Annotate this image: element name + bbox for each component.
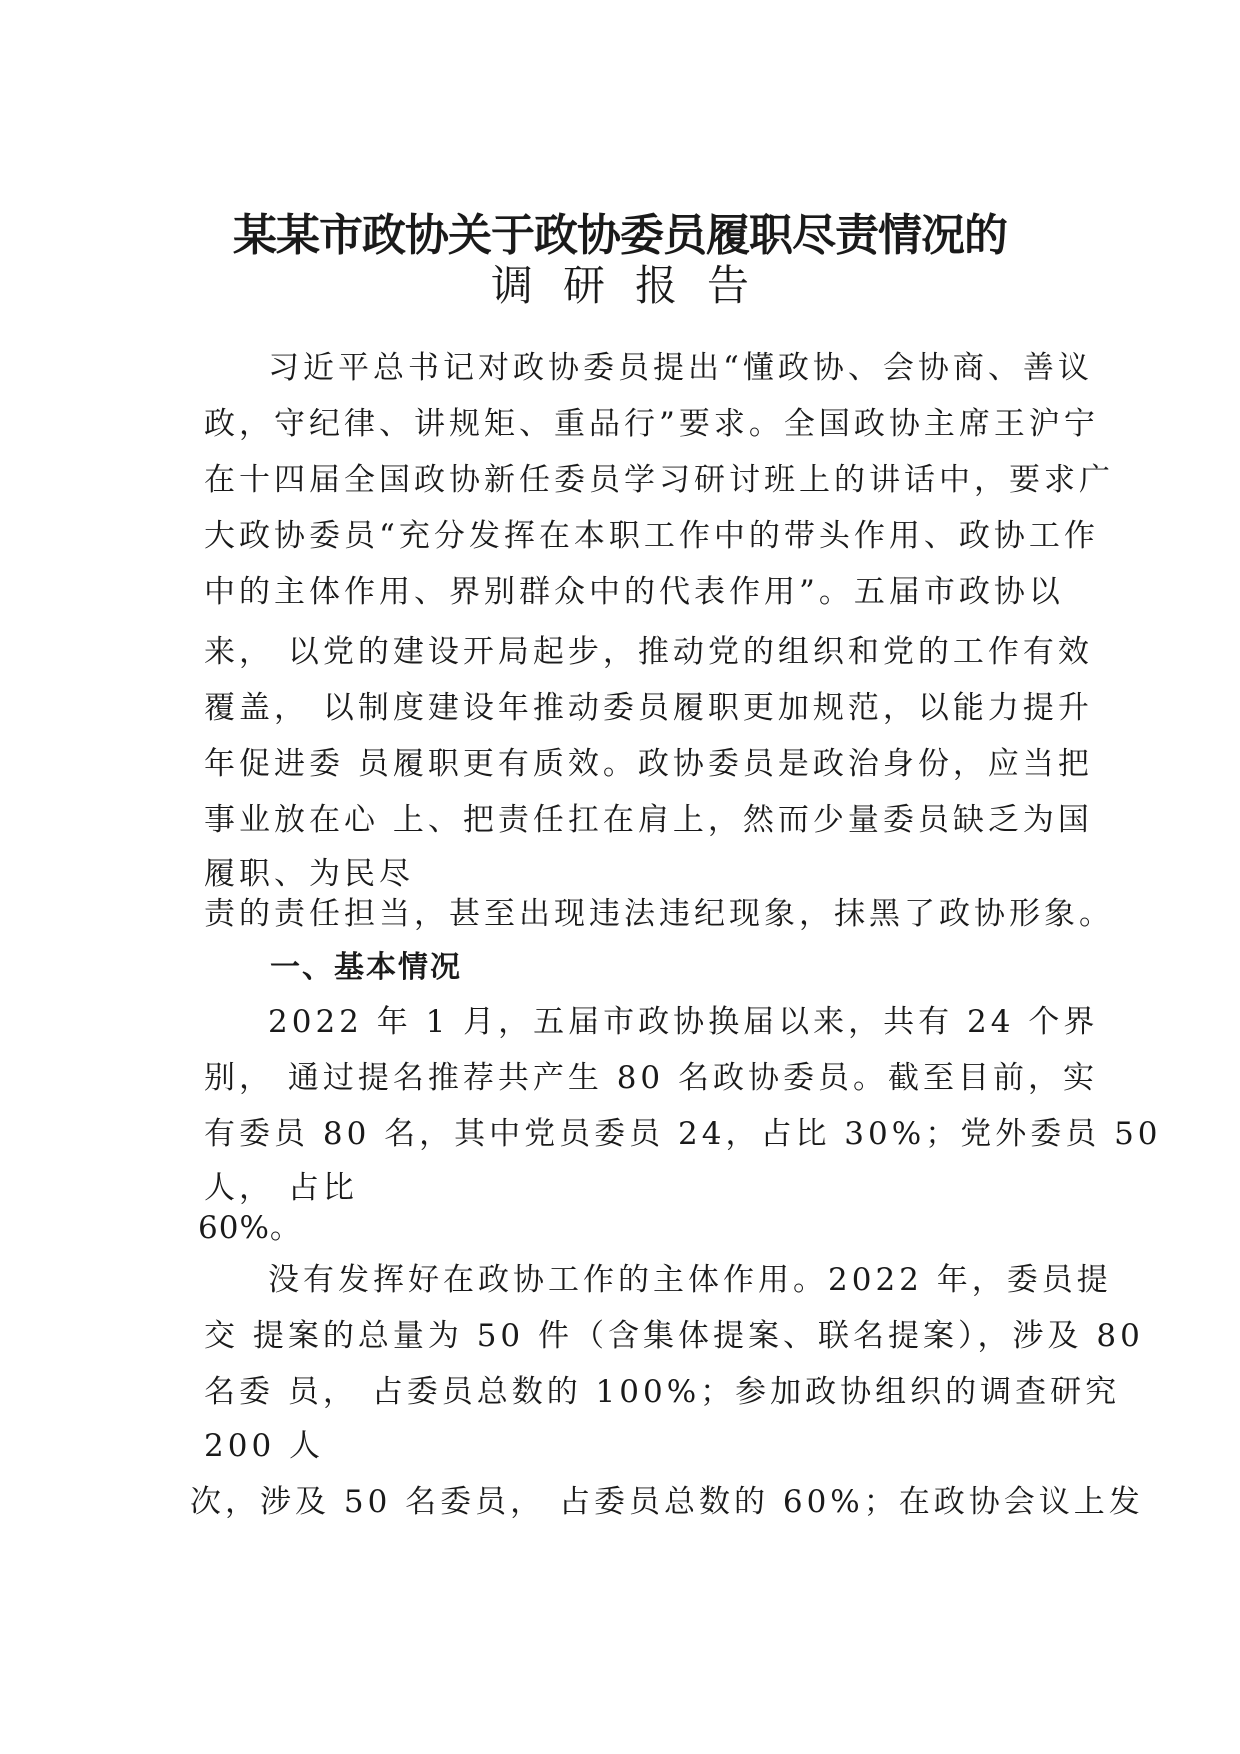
intro-line: 年促进委 员履职更有质效。政协委员是政治身份，应当把	[204, 746, 1093, 782]
intro-line: 来， 以党的建设开局起步，推动党的组织和党的工作有效	[204, 634, 1093, 670]
paragraph-line: 有委员 80 名，其中党员委员 24，占比 30%；党外委员 50	[204, 1116, 1162, 1152]
report-title: 某某市政协关于政协委员履职尽责情况的	[233, 210, 1007, 261]
intro-line: 覆盖， 以制度建设年推动委员履职更加规范，以能力提升	[204, 690, 1093, 726]
intro-line: 习近平总书记对政协委员提出“懂政协、会协商、善议	[268, 350, 1093, 386]
intro-line: 事业放在心 上、把责任扛在肩上，然而少量委员缺乏为国	[204, 802, 1093, 838]
paragraph-line: 200 人	[204, 1428, 325, 1464]
paragraph-line: 2022 年 1 月，五届市政协换届以来，共有 24 个界	[268, 1004, 1099, 1040]
intro-line: 政，守纪律、讲规矩、重品行”要求。全国政协主席王沪宁	[204, 406, 1099, 442]
paragraph-line: 没有发挥好在政协工作的主体作用。2022 年，委员提	[268, 1262, 1112, 1298]
intro-line: 在十四届全国政协新任委员学习研讨班上的讲话中，要求广	[204, 462, 1114, 498]
paragraph-line: 名委 员， 占委员总数的 100%；参加政协组织的调查研究	[204, 1374, 1121, 1410]
intro-line: 履职、为民尽	[204, 856, 414, 892]
paragraph-line: 别， 通过提名推荐共产生 80 名政协委员。截至目前，实	[204, 1060, 1099, 1096]
section-heading: 一、基本情况	[270, 950, 462, 985]
intro-line: 责的责任担当，甚至出现违法违纪现象，抹黑了政协形象。	[204, 896, 1114, 932]
paragraph-line: 次，涉及 50 名委员， 占委员总数的 60%；在政协会议上发	[190, 1484, 1144, 1520]
intro-line: 中的主体作用、界别群众中的代表作用”。五届市政协以	[204, 574, 1064, 610]
paragraph-line: 60%。	[198, 1210, 302, 1246]
report-subtitle: 调研报告	[490, 261, 779, 310]
intro-line: 大政协委员“充分发挥在本职工作中的带头作用、政协工作	[204, 518, 1099, 554]
paragraph-line: 交 提案的总量为 50 件（含集体提案、联名提案），涉及 80	[204, 1318, 1144, 1354]
paragraph-line: 人， 占比	[204, 1170, 358, 1206]
